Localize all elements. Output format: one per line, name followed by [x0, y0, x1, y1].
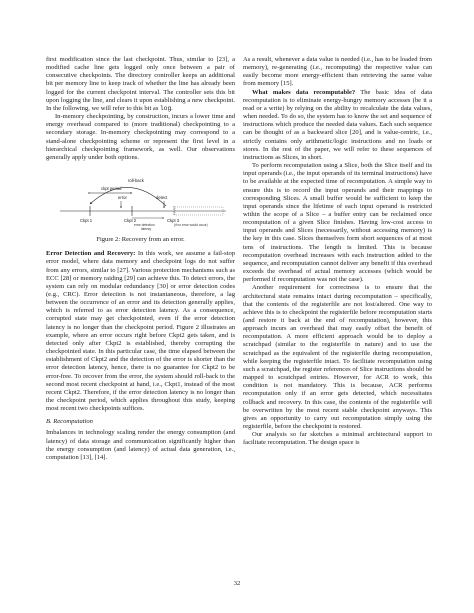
ckpt-period-label: ckpt period [101, 186, 122, 192]
rollback-label: roll-back [128, 178, 144, 184]
paragraph: As a result, whenever a data value is needed (i.e., has to be loaded from memory), re-generating (i.e., recomputing) the respective value can easily become more energy-efficient than retrieving the same value from memory [15]. [243, 56, 432, 88]
run-in-heading: What makes data recomputable? [252, 88, 356, 96]
ckpt3-label: Ckpt 3 [167, 218, 180, 224]
latency-label-2: latency [141, 227, 152, 232]
no-error-label: (if no error would occur) [174, 223, 208, 228]
figure-caption: Figure 2: Recovery from an error. [96, 236, 185, 244]
paragraph: Our analysis so far sketches a minimal architectural support to facilitate recomputation. The design space is [243, 431, 432, 447]
recovery-diagram [46, 168, 235, 264]
section-heading: B. Recomputation [46, 418, 93, 426]
paragraph: What makes data recomputable? The basic idea of data recomputation is to eliminate energy-hungry memory accesses (be it a read or a write) by relying on the ability to recalculate the data values, when needed. To do so, the system has to know the set and sequence of instructions which produce the needed data values. Each such sequence can be thought of as a backward slice [20], and is value-centric, i.e., strictly contains only arithmetic/logic instructions and no loads or stores. In the rest of the paper, we will refer to these sequences of instructions as Slices, in short. [243, 88, 432, 161]
detect-label: detect [156, 195, 168, 201]
page-number: 32 [233, 580, 241, 587]
paragraph: first modification since the last checkpoint. Thus, similar to [23], a modified cache line gets logged only once between a pair of consecutive checkpoints. The directory controller keeps an additional bit per memory line to keep track of whether the line has already been logged for the current checkpoint interval. The controller sets this bit upon logging the line, and clears it upon establishing a new checkpoint. In the following, we will refer to this bit as log. [46, 56, 235, 112]
ckpt1-label: Ckpt 1 [80, 218, 93, 224]
left-column [46, 56, 235, 462]
paragraph: Another requirement for correctness is to ensure that the architectural state remains intact during recomputation – specifically, that the contents of the registerfile are not lost/altered. One way to achieve this is to checkpoint the registerfile before recomputation starts (and restore it back at the end of recomputation), however, this approach incurs an overhead that may easily offset the benefit of recomputation. A more efficient approach would be to deploy a scratchpad (similar to the registerfile in nature) and to use the scratchpad as the equivalent of the registerfile during recomputation, while keeping the registerfile intact. To facilitate recomputation using such a scratchpad, the register references of Slice instructions should be mapped to scratchpad entries. However, for ACR to work, this condition is not mandatory. This is because, ACR performs recomputation only if an error gets detected, which necessitates rollback and recovery. In this case, the contents of the registerfile will be overwritten by the most recent stable checkpoint anyways. This gives an opportunity to carry out recomputation simply using the registerfile, before the checkpoint is restored. [243, 284, 432, 431]
paragraph: In-memory checkpointing, by construction, incurs a lower time and energy overhead compared to (more traditional) checkpointing to a secondary storage. In-memory checkpointing may correspond to a stand-alone checkpointing scheme or represent the first level in a hierarchical checkpointing framework, as well. Our observations generally apply under both options. [46, 113, 235, 161]
ckpt2-label: Ckpt 2 [124, 218, 137, 224]
error-label: error [118, 195, 127, 201]
run-in-heading: Error Detection and Recovery: [46, 250, 136, 258]
paragraph: To perform recomputation using a Slice, both the Slice itself and its input operands (i.e., the input operands of its terminal instructions) have to be available at the expected time of recomputation. A simple way to ensure this is to record the input operands and their mappings to corresponding Slices. A small buffer would be sufficient to keep the input operands since the lifetime of each input operand is restricted within the scope of a Slice – a buffer entry can be reclaimed once recomputation of a given Slice finishes. Having low-cost access to input operands and Slices (necessarily, without accessing memory) is the key in this case. Slices themselves form short sequences of at most tens of instructions. The length is limited. This is because recomputation overhead increases with each instruction added to the sequence, and recomputation cannot deliver any benefit if this overhead exceeds the overhead of actual memory accesses (which would be performed if recomputation was not the case). [243, 162, 432, 284]
paragraph: Error Detection and Recovery: In this work, we assume a fail-stop error model, where data memory and checkpoint logs do not suffer from any errors, similar to [27]. Various protection mechanisms such as ECC [28] or memory raiding [29] can achieve this. To detect errors, the system can rely on modular redundancy [30] or error detection codes (e.g., CRC). Error detection is not instantaneous, therefore, a lag between the occurrence of an error and its detection generally applies, which is referred to as error detection latency. As a consequence, corrupted state may get checkpointed, even if the error detection latency is no longer than the checkpoint period. Figure 2 illustrates an example, where an error occurs right before Ckpt2 gets taken, and is detected only after Ckpt2 is established, thereby corrupting the checkpointed state. In this particular case, the time elapsed between the establishment of Ckpt2 and the detection of the error is shorter than the error detection latency, hence, there is no guarantee for Ckpt2 to be error-free. To recover from the error, the system should roll-back to the second most recent checkpoint at hand, i.e., Ckpt1, instead of the most recent Ckpt2. Therefore, if the error detection latency is no longer than the checkpoint period, which applies throughout this study, keeping most recent two checkpoints suffices. [46, 250, 235, 413]
figure-recovery [46, 168, 235, 264]
paragraph: Imbalances in technology scaling render the energy consumption (and latency) of data storage and communication significantly higher than the energy consumption (and latency) of actual data generation, i.e., computation [13], [14]. [46, 429, 235, 461]
right-column [243, 56, 432, 448]
latency-label-1: error detection [134, 223, 155, 228]
inline-code: log [160, 104, 172, 112]
